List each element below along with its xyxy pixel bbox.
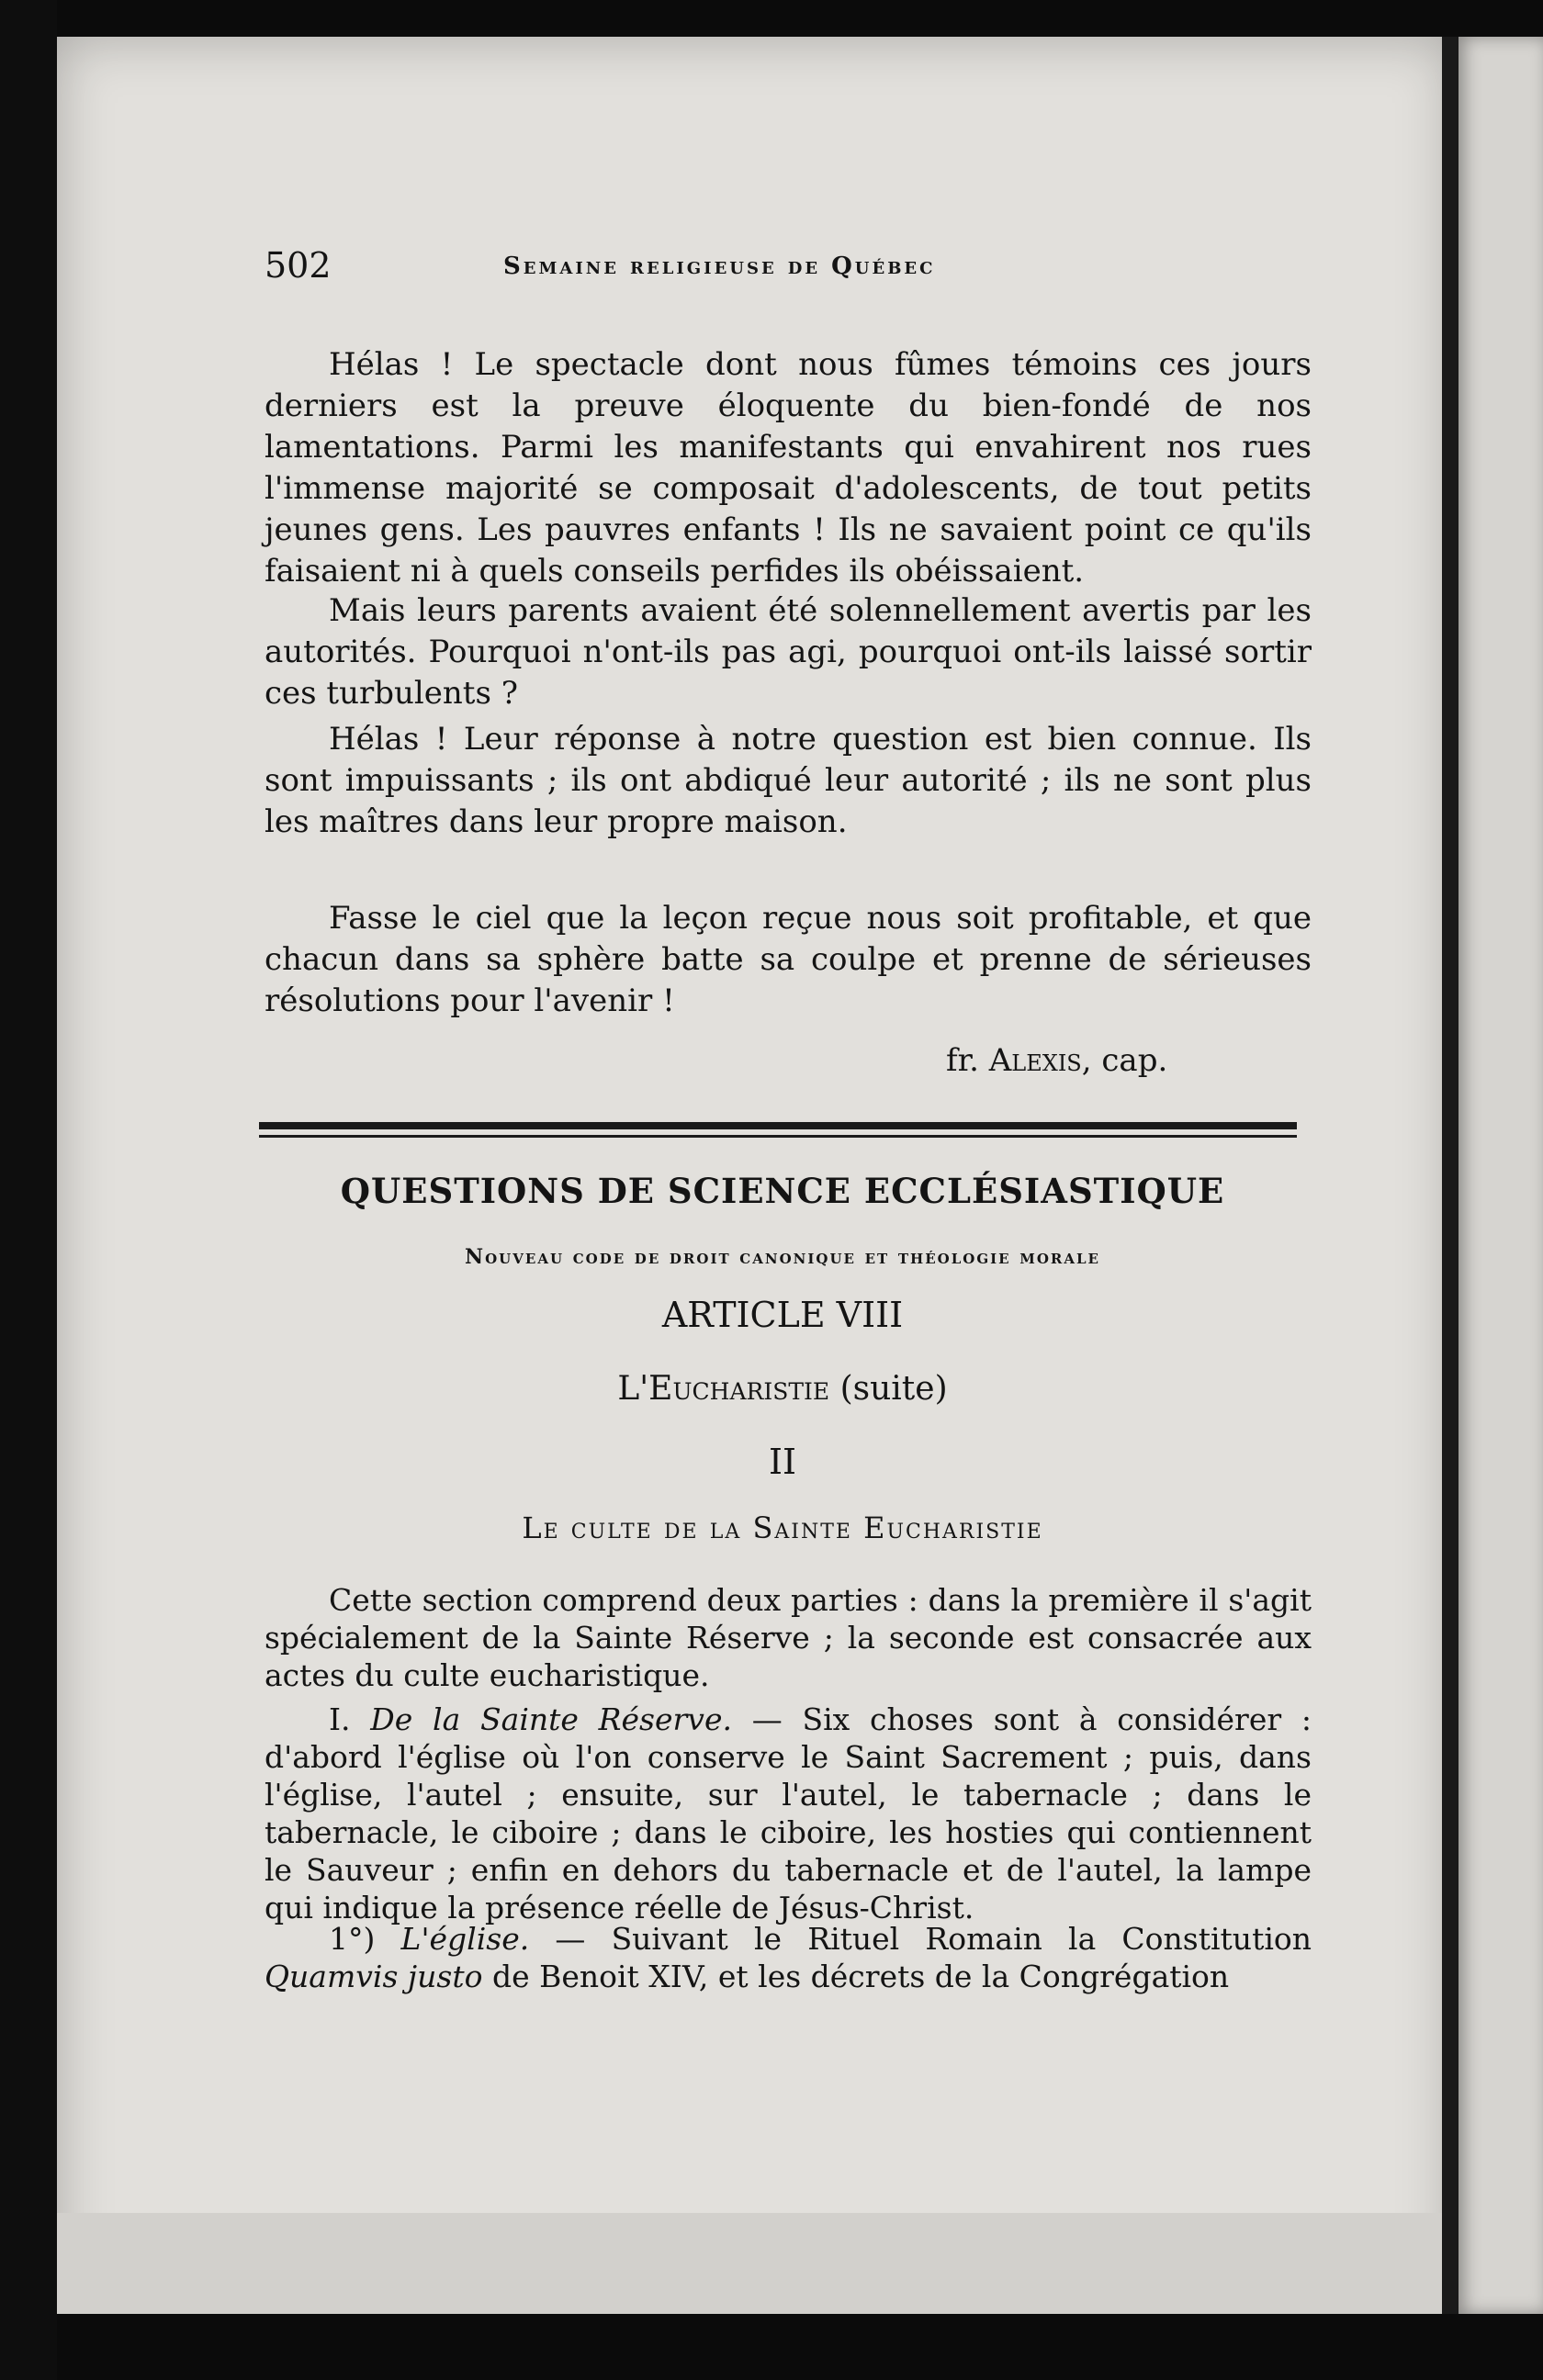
p3-text-b: de Benoit XIV, et les décrets de la Congrégation bbox=[482, 1959, 1230, 1994]
p3-lead: 1°) bbox=[329, 1921, 401, 1957]
paragraph-closing-wish: Fasse le ciel que la leçon reçue nous soit profitable, et que chacun dans sa sphère batte sa coulpe et prenne de sérieuses résolutions pour l'avenir ! bbox=[265, 900, 1312, 1019]
p2-lead: I. bbox=[329, 1701, 371, 1737]
section-title: QUESTIONS DE SCIENCE ECCLÉSIASTIQUE bbox=[340, 1171, 1225, 1211]
page-bottom-edge bbox=[57, 2213, 1453, 2314]
page-header bbox=[265, 245, 1312, 300]
topic-suffix: (suite) bbox=[829, 1370, 948, 1408]
scan-margin bbox=[0, 0, 57, 2380]
book-spine bbox=[1442, 37, 1459, 2314]
section-subtitle: Nouveau code de droit canonique et théologie morale bbox=[465, 1245, 1100, 1269]
p2-text: — Six choses sont à considérer : d'abord l'église où l'on conserve le Saint Sacrement ; puis, dans l'église, l'autel ; ensuite, sur l'autel, le tabernacle ; dans le tabernacle, le ciboire ; dans le ciboire, les hosties qui contiennent le Sauveur ; enfin en dehors du tabernacle et de l'autel, la lampe qui indique la présence réelle de Jésus-Christ. bbox=[265, 1701, 1312, 1925]
paragraph-lamentations: Hélas ! Le spectacle dont nous fûmes témoins ces jours derniers est la preuve éloquente du bien-fondé de nos lamentations. Parmi les manifestants qui envahirent nos rues l'immense majorité se composait d'adolescents, de tout petits jeunes gens. Les pauvres enfants ! Ils ne savaient point ce qu'ils faisaient ni à quels conseils perfides ils obéissaient. bbox=[265, 346, 1312, 589]
signature-suffix: , cap. bbox=[1081, 1042, 1168, 1079]
adjacent-page-edge bbox=[1459, 37, 1543, 2314]
p3-title: L'église. bbox=[400, 1921, 530, 1957]
p3-title2: Quamvis justo bbox=[265, 1959, 483, 1994]
paragraph-sainte-reserve bbox=[265, 1701, 1312, 1926]
paragraph-section-intro: Cette section comprend deux parties : dans la première il s'agit spécialement de la Sainte Réserve ; la seconde est consacrée aux actes du culte eucharistique. bbox=[265, 1582, 1312, 1693]
part-subheading: Le culte de la Sainte Eucharistie bbox=[522, 1510, 1043, 1545]
signature-prefix: fr. bbox=[946, 1042, 979, 1079]
part-number: II bbox=[768, 1442, 797, 1482]
page-number: 502 bbox=[265, 245, 332, 286]
signature-name: Alexis bbox=[988, 1042, 1082, 1079]
article-heading: ARTICLE VIII bbox=[661, 1295, 904, 1335]
topic-heading bbox=[259, 1370, 1306, 1408]
section-divider bbox=[259, 1122, 1297, 1129]
section-divider-thin bbox=[259, 1135, 1297, 1138]
p3-text-a: — Suivant le Rituel Romain la Constitution bbox=[529, 1921, 1312, 1957]
author-signature bbox=[946, 1042, 1167, 1079]
p2-title: De la Sainte Réserve. bbox=[370, 1701, 732, 1737]
paragraph-parents: Mais leurs parents avaient été solennellement avertis par les autorités. Pourquoi n'ont-ils pas agi, pourquoi ont-ils laissé sortir ces turbulents ? bbox=[265, 592, 1312, 712]
topic-name: L'Eucharistie bbox=[617, 1370, 830, 1408]
paragraph-eglise bbox=[265, 1920, 1312, 1995]
running-title: Semaine religieuse de Québec bbox=[503, 253, 936, 280]
paragraph-impuissants: Hélas ! Leur réponse à notre question est bien connue. Ils sont impuissants ; ils ont abdiqué leur autorité ; ils ne sont plus les maîtres dans leur propre maison. bbox=[265, 721, 1312, 840]
